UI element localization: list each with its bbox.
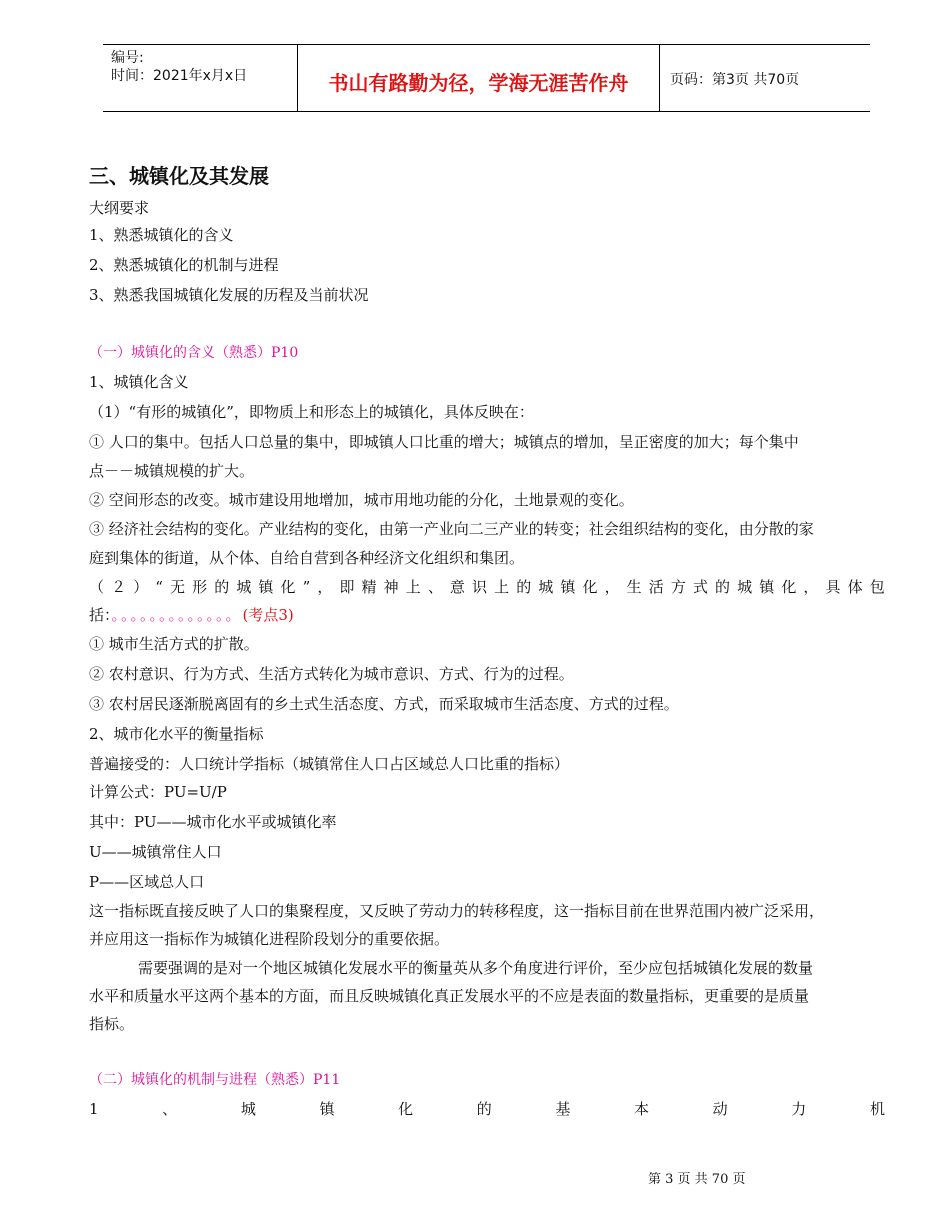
spread-char: 形	[192, 578, 208, 596]
definition-title: 1、城镇化含义	[89, 373, 189, 391]
spread-char: 基	[555, 1100, 571, 1118]
motto: 书山有路勤为径，学海无涯苦作舟	[328, 71, 629, 95]
spread-char: 城	[240, 1100, 256, 1118]
spread-char: 镇	[258, 578, 274, 596]
tangible-item-3: ③ 经济社会结构的变化。产业结构的变化，由第一产业向二三产业的转变；社会组织结构的变化，由分散的家	[89, 520, 814, 538]
p-definition: P——区域总人口	[89, 873, 205, 891]
spread-char: （	[89, 578, 105, 596]
formula: 计算公式：PU=U/P	[89, 783, 227, 801]
spread-char: ”	[302, 578, 311, 596]
spread-char: 意	[449, 578, 465, 596]
spread-char: 化	[280, 578, 296, 596]
spread-char: “	[155, 578, 163, 596]
spread-char: 精	[361, 578, 377, 596]
spread-char: 式	[692, 578, 708, 596]
spread-char: 上	[405, 578, 421, 596]
spread-char: ２	[111, 578, 127, 596]
spread-char: 力	[791, 1100, 807, 1118]
paragraph-1-line-1: 这一指标既直接反映了人口的集聚程度，又反映了劳动力的转移程度，这一指标目前在世界范围内被广泛采用，	[89, 902, 825, 920]
spread-char: 生	[626, 578, 642, 596]
tangible-item-3-cont: 庭到集体的街道，从个体、自给自营到各种经济文化组织和集团。	[89, 549, 525, 567]
exam-point: (考点3)	[242, 606, 294, 624]
spread-char: 城	[538, 578, 554, 596]
spread-char: 具	[825, 578, 841, 596]
header-motto-cell	[297, 45, 660, 111]
spread-char: 活	[648, 578, 664, 596]
spread-char: 、	[427, 578, 443, 596]
tangible-item-2: ② 空间形态的改变。城市建设用地增加，城市用地功能的分化，土地景观的变化。	[89, 491, 634, 509]
paragraph-2-line-2: 水平和质量水平这两个基本的方面，而且反映城镇化真正发展水平的不应是表面的数量指标，更重要的是质量	[89, 987, 810, 1005]
header-table	[103, 44, 870, 112]
spread-char: ，	[317, 578, 333, 596]
header-page-number: 页码：第3页 共70页	[670, 72, 800, 88]
date-label: 时间：2021年x月x日	[111, 68, 248, 84]
spread-char: 镇	[560, 578, 576, 596]
spread-char: 城	[236, 578, 252, 596]
spread-char: 、	[162, 1100, 178, 1118]
paragraph-2-line-1: 需要强调的是对一个地区城镇化发展水平的衡量英从多个角度进行评价，至少应包括城镇化发展的数量	[138, 959, 814, 977]
spread-char: ，	[803, 578, 819, 596]
spread-char: 体	[847, 578, 863, 596]
intangible-end: 括：	[89, 606, 112, 624]
spread-char: 的	[214, 578, 230, 596]
spread-char: 化	[582, 578, 598, 596]
intangible-intro	[89, 577, 885, 597]
spread-char: 的	[715, 578, 731, 596]
outline-item-1: 1、熟悉城镇化的含义	[89, 226, 234, 244]
spread-char: 镇	[319, 1100, 335, 1118]
header-page-cell	[660, 45, 870, 111]
spread-char: 镇	[759, 578, 775, 596]
intangible-item-1: ① 城市生活方式的扩散。	[89, 635, 259, 653]
spread-char: 本	[634, 1100, 650, 1118]
spread-char: 方	[670, 578, 686, 596]
outline-item-2: 2、熟悉城镇化的机制与进程	[89, 256, 279, 274]
section-title: 三、城镇化及其发展	[89, 164, 269, 188]
tangible-item-1: ① 人口的集中。包括人口总量的集中，即城镇人口比重的增大；城镇点的增加，呈正密度的加大；每个集中	[89, 433, 799, 451]
spread-char: 识	[472, 578, 488, 596]
blank-dots: 。。。。。。。。。。。。。	[111, 606, 243, 624]
spread-char: 无	[170, 578, 186, 596]
outline-title: 大纲要求	[89, 199, 150, 217]
outline-item-3: 3、熟悉我国城镇化发展的历程及当前状况	[89, 286, 369, 304]
spread-char: 的	[476, 1100, 492, 1118]
spread-char: 城	[737, 578, 753, 596]
accepted-indicator: 普遍接受的：人口统计学指标（城镇常住人口占区域总人口比重的指标）	[89, 755, 570, 773]
spread-char: 动	[712, 1100, 728, 1118]
formula-where: 其中：PU——城市化水平或城镇化率	[89, 813, 337, 831]
u-definition: U——城镇常住人口	[89, 843, 222, 861]
paragraph-2-line-3: 指标。	[89, 1015, 135, 1033]
intangible-intro-cont	[89, 605, 294, 625]
tangible-item-1-cont: 点－－城镇规模的扩大。	[89, 462, 255, 480]
spread-char: ）	[133, 578, 149, 596]
spread-char: 包	[869, 578, 885, 596]
page-footer: 第 3 页 共 70 页	[648, 1172, 746, 1187]
code-label: 编号:	[111, 50, 144, 66]
spread-char: ，	[604, 578, 620, 596]
header-meta-cell	[103, 45, 297, 111]
spread-char: 即	[339, 578, 355, 596]
subsection-2-heading: （二）城镇化的机制与进程（熟悉）P11	[89, 1072, 341, 1088]
spread-char: 机	[869, 1100, 885, 1118]
mechanism-line	[89, 1099, 885, 1119]
spread-char: 神	[383, 578, 399, 596]
tangible-intro: （1）“有形的城镇化”，即物质上和形态上的城镇化，具体反映在：	[89, 403, 534, 421]
intangible-item-2: ② 农村意识、行为方式、生活方式转化为城市意识、方式、行为的过程。	[89, 665, 574, 683]
subsection-1-heading: （一）城镇化的含义（熟悉）P10	[89, 345, 299, 361]
spread-char: 的	[516, 578, 532, 596]
paragraph-1-line-2: 并应用这一指标作为城镇化进程阶段划分的重要依据。	[89, 930, 450, 948]
spread-char: 化	[781, 578, 797, 596]
intangible-item-3: ③ 农村居民逐渐脱离固有的乡土式生活态度、方式，而采取城市生活态度、方式的过程。	[89, 695, 679, 713]
spread-char: 上	[494, 578, 510, 596]
spread-char: 1	[89, 1100, 99, 1118]
indicator-title: 2、城市化水平的衡量指标	[89, 725, 264, 743]
spread-char: 化	[398, 1100, 414, 1118]
